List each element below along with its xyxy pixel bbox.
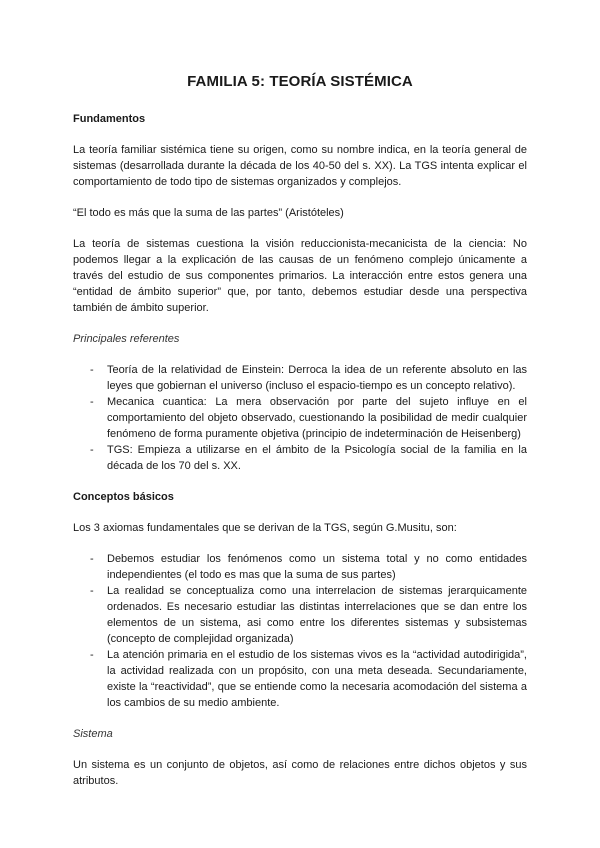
list-item-text: Debemos estudiar los fenómenos como un sistema total y no como entidades independientes (el todo es mas que la suma de sus partes)	[107, 553, 527, 581]
list-item	[73, 647, 527, 711]
paragraph-axiomas-intro: Los 3 axiomas fundamentales que se derivan de la TGS, según G.Musitu, son:	[73, 522, 457, 534]
heading-referentes: Principales referentes	[73, 333, 180, 345]
bullet-dash: -	[90, 553, 94, 565]
list-item	[73, 583, 527, 647]
list-axiomas	[73, 551, 527, 711]
heading-conceptos: Conceptos básicos	[73, 491, 174, 503]
list-item	[73, 394, 527, 442]
bullet-dash: -	[90, 364, 94, 376]
paragraph-sistema: Un sistema es un conjunto de objetos, así como de relaciones entre dichos objetos y sus atributos.	[73, 759, 527, 787]
heading-sistema: Sistema	[73, 728, 113, 740]
list-item-text: Mecanica cuantica: La mera observación por parte del sujeto influye en el comportamiento del objeto observado, cuestionando la posibilidad de medir cualquier fenómeno de forma puramente objetiva (principio de indeterminación de Heisenberg)	[107, 396, 527, 440]
bullet-dash: -	[90, 649, 94, 661]
quote-aristoteles: “El todo es más que la suma de las partes” (Aristóteles)	[73, 207, 344, 219]
list-item	[73, 551, 527, 583]
paragraph-origen: La teoría familiar sistémica tiene su origen, como su nombre indica, en la teoría general de sistemas (desarrollada durante la década de los 40-50 del s. XX). La TGS intenta explicar el comportamiento de todo tipo de sistemas organizados y complejos.	[73, 144, 527, 188]
list-item-text: La atención primaria en el estudio de los sistemas vivos es la “actividad autodirigida”, la actividad realizada con un propósito, con una meta deseada. Secundariamente, existe la “reactividad”, que se entiende como la necesaria acomodación del sistema a los cambios de su medio ambiente.	[107, 649, 527, 709]
paragraph-reduccionismo: La teoría de sistemas cuestiona la visión reduccionista-mecanicista de la ciencia: No podemos llegar a la explicación de las causas de un fenómeno complejo únicamente a través del estudio de sus componentes primarios. La interacción entre estos genera una “entidad de ámbito superior” que, por tanto, debemos estudiar desde una perspectiva también de ámbito superior.	[73, 238, 527, 314]
list-item-text: TGS: Empieza a utilizarse en el ámbito de la Psicología social de la familia en la década de los 70 del s. XX.	[107, 444, 527, 472]
list-item-text: La realidad se conceptualiza como una interrelacion de sistemas jerarquicamente ordenados. Es necesario estudiar las distintas interrelaciones que se dan entre los elementos de un sistema, asi como entre los diferentes sistemas y subsistemas (concepto de complejidad organizada)	[107, 585, 527, 645]
heading-fundamentos: Fundamentos	[73, 113, 146, 125]
document-page	[73, 72, 527, 804]
document-title: FAMILIA 5: TEORÍA SISTÉMICA	[187, 73, 413, 90]
bullet-dash: -	[90, 585, 94, 597]
list-referentes	[73, 362, 527, 474]
list-item-text: Teoría de la relatividad de Einstein: Derroca la idea de un referente absoluto en las leyes que gobiernan el universo (incluso el espacio-tiempo es un concepto relativo).	[107, 364, 527, 392]
bullet-dash: -	[90, 444, 94, 456]
list-item	[73, 362, 527, 394]
list-item	[73, 442, 527, 474]
bullet-dash: -	[90, 396, 94, 408]
